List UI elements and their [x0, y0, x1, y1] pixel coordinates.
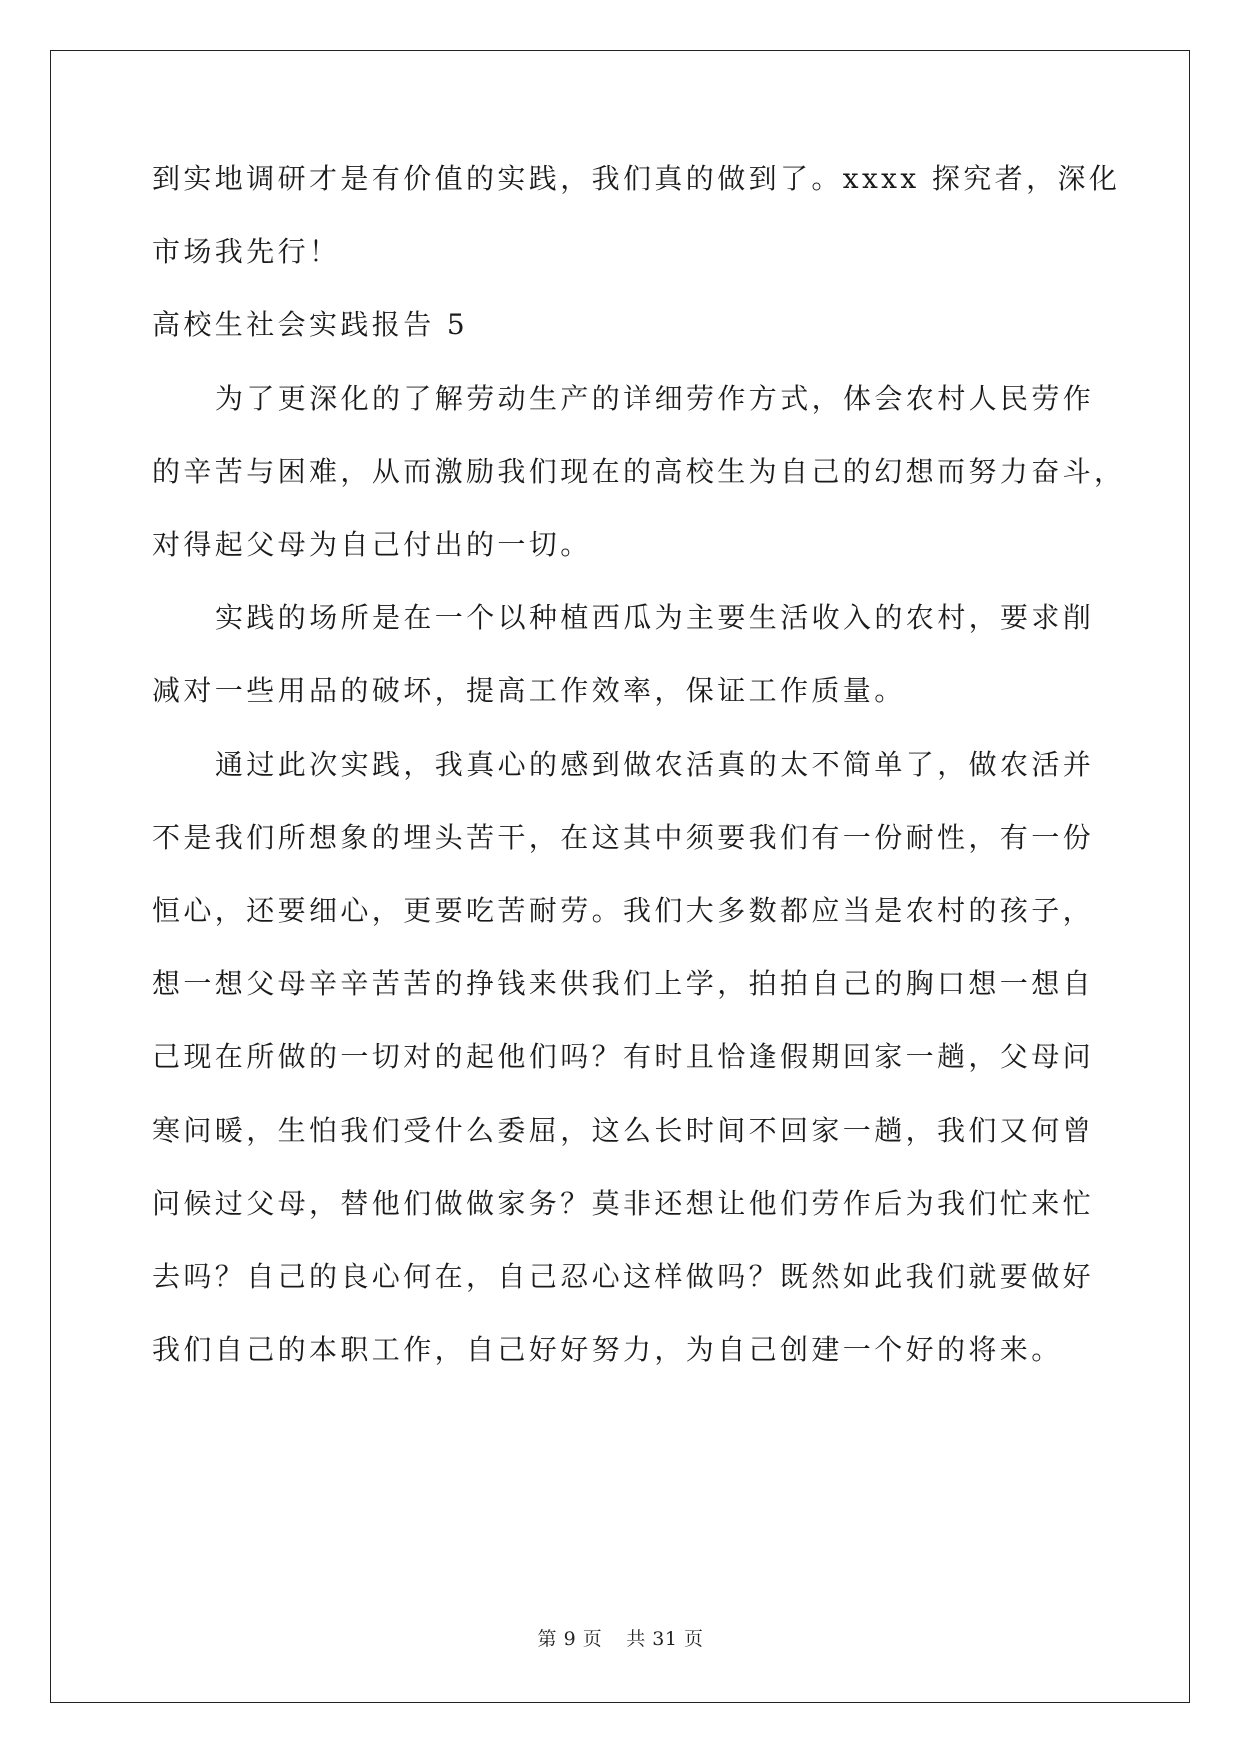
page-footer	[0, 1624, 1241, 1651]
text-line: 实践的场所是在一个以种植西瓜为主要生活收入的农村，要求削	[215, 601, 1095, 635]
text-line: 通过此次实践，我真心的感到做农活真的太不简单了，做农活并	[215, 747, 1095, 781]
text-line: 对得起父母为自己付出的一切。	[152, 528, 592, 561]
text-line: 我们自己的本职工作，自己好好努力，为自己创建一个好的将来。	[152, 1333, 1063, 1367]
text-line: 去吗？自己的良心何在，自己忍心这样做吗？既然如此我们就要做好	[152, 1260, 1095, 1293]
text-line: 市场我先行！	[152, 235, 341, 269]
page-total: 共 31 页	[626, 1628, 704, 1650]
text-line: 减对一些用品的破坏，提高工作效率，保证工作质量。	[152, 674, 906, 708]
text-line: 寒问暖，生怕我们受什么委屈，这么长时间不回家一趟，我们又何曾	[152, 1113, 1095, 1147]
text-line: 不是我们所想象的埋头苦干，在这其中须要我们有一份耐性，有一份	[152, 820, 1095, 854]
text-line: 己现在所做的一切对的起他们吗？有时且恰逢假期回家一趟，父母问	[152, 1040, 1095, 1074]
text-line: 问候过父母，替他们做做家务？莫非还想让他们劳作后为我们忙来忙	[152, 1186, 1095, 1220]
text-line: 为了更深化的了解劳动生产的详细劳作方式，体会农村人民劳作	[215, 381, 1095, 415]
text-line: 到实地调研才是有价值的实践，我们真的做到了。xxxx 探究者，深化	[152, 162, 1121, 195]
text-line: 想一想父母辛辛苦苦的挣钱来供我们上学，拍拍自己的胸口想一想自	[152, 967, 1095, 1001]
page-border	[50, 50, 1190, 1703]
text-line: 恒心，还要细心，更要吃苦耐劳。我们大多数都应当是农村的孩子，	[152, 894, 1095, 927]
text-line: 的辛苦与困难，从而激励我们现在的高校生为自己的幻想而努力奋斗，	[152, 454, 1126, 488]
page-number: 第 9 页	[537, 1628, 603, 1650]
text-line: 高校生社会实践报告 5	[152, 308, 469, 342]
